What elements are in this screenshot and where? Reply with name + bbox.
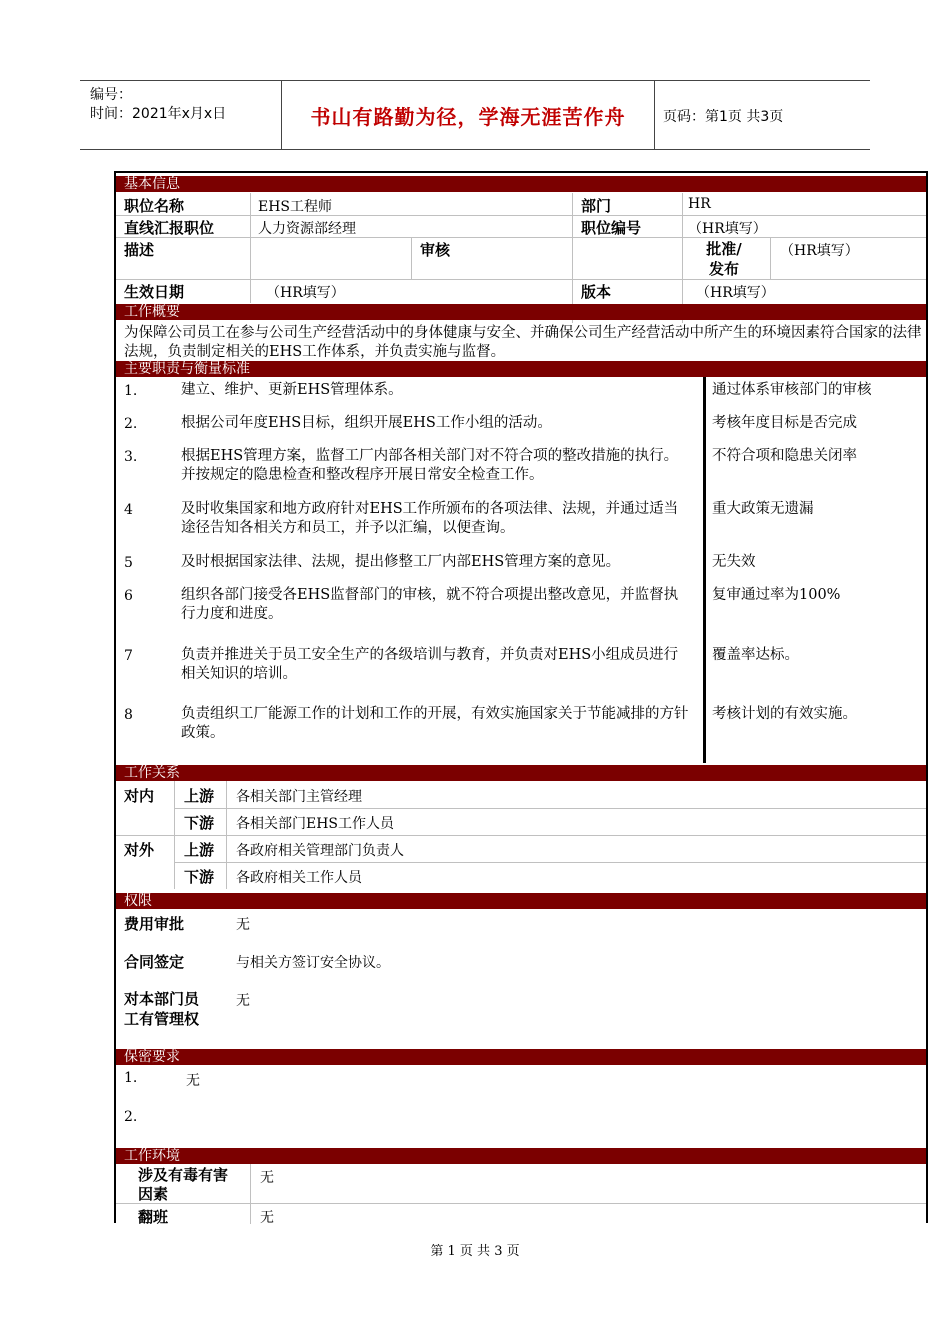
shift-label: 翻班 [138,1208,169,1226]
header-page-number: 页码：第1页 共3页 [663,109,784,125]
time-label: 时间：2021年x月x日 [90,106,227,122]
duty-text: 及时收集国家和地方政府针对EHS工作所颁布的各项法律、法规，并通过适当途径告知各相关方和员工，并予以汇编，以便查询。 [181,501,679,536]
department-label: 部门 [581,197,612,215]
staff-management-label-line: 对本部门员 [124,990,200,1008]
section-authority: 权限 [116,893,926,909]
grid-line [250,193,251,303]
report-to-label: 直线汇报职位 [124,219,215,237]
toxic-factors-label-line: 涉及有毒有害 [138,1166,229,1184]
grid-line [116,237,926,238]
grid-line [250,1164,251,1224]
duty-standard: 不符合项和隐患关闭率 [712,448,857,464]
effective-date-label: 生效日期 [124,283,185,301]
duty-text: 建立、维护、更新EHS管理体系。 [181,382,403,398]
duty-standard: 重大政策无遗漏 [712,501,814,517]
code-label: 编号： [90,87,132,103]
duty-number: 5 [124,555,133,571]
section-environment: 工作环境 [116,1148,926,1164]
duty-text: 负责组织工厂能源工作的计划和工作的开展，有效实施国家关于节能减排的方针政策。 [181,706,689,741]
expense-approval-value: 无 [236,917,250,933]
duty-standard: 无失效 [712,554,756,570]
approve-label [704,239,744,279]
duty-standard: 复审通过率为100% [712,587,841,603]
downstream-label: 下游 [184,868,215,886]
upstream-label: 上游 [184,841,215,859]
grid-line [116,835,926,836]
grid-line [174,808,926,809]
section-summary: 工作概要 [116,304,926,320]
toxic-factors-label-line: 因素 [138,1185,169,1203]
contract-label: 合同签定 [124,953,185,971]
job-description-form [114,171,928,1226]
description-label: 描述 [124,241,155,259]
job-number-label: 职位编号 [581,219,642,237]
duty-text: 组织各部门接受各EHS监督部门的审核，就不符合项提出整改意见，并监督执行力度和进度。 [181,587,679,622]
duty-number: 8 [124,707,133,723]
duty-number: 2. [124,416,138,432]
confidential-item-number: 2. [124,1109,138,1125]
section-basic-info: 基本信息 [116,176,926,192]
duty-text: 及时根据国家法律、法规，提出修整工厂内部EHS管理方案的意见。 [181,554,621,570]
confidential-item-text: 无 [186,1073,200,1089]
duty-standard: 通过体系审核部门的审核 [712,382,872,398]
external-label: 对外 [124,841,155,859]
grid-line [411,237,412,279]
duty-number: 4 [124,502,133,518]
job-title-value: EHS工程师 [258,199,333,215]
toxic-factors-value: 无 [260,1170,274,1186]
duty-standard: 覆盖率达标。 [712,647,799,663]
section-confidentiality: 保密要求 [116,1049,926,1065]
duty-text: 负责并推进关于员工安全生产的各级培训与教育，并负责对EHS小组成员进行相关知识的培训。 [181,647,679,682]
effective-date-value: （HR填写） [266,285,345,301]
header-left [90,86,226,124]
grid-line [770,237,771,279]
contract-value: 与相关方签订安全协议。 [236,955,390,971]
upstream-label: 上游 [184,787,215,805]
page-footer: 第 1 页 共 3 页 [430,1244,520,1259]
page-header [80,80,870,150]
duty-number: 6 [124,588,133,604]
staff-management-value: 无 [236,993,250,1009]
duty-number: 3. [124,449,138,465]
staff-management-label [124,989,199,1029]
header-divider [654,81,655,149]
external-upstream: 各政府相关管理部门负责人 [236,843,404,859]
internal-downstream: 各相关部门EHS工作人员 [236,816,395,832]
review-label: 审核 [420,241,451,259]
grid-line [116,1203,926,1204]
duty-number: 7 [124,648,133,664]
header-motto: 书山有路勤为径，学海无涯苦作舟 [310,105,626,129]
duty-standard: 考核年度目标是否完成 [712,415,857,431]
toxic-factors-label [138,1166,228,1204]
shift-value: 无 [260,1210,274,1226]
staff-management-label-line: 工有管理权 [124,1010,200,1028]
approve-value: （HR填写） [780,243,859,259]
downstream-label: 下游 [184,814,215,832]
job-number-value: （HR填写） [688,221,767,237]
duty-standard: 考核计划的有效实施。 [712,706,857,722]
section-relations: 工作关系 [116,765,926,781]
duty-text: 根据EHS管理方案，监督工厂内部各相关部门对不符合项的整改措施的执行。并按规定的隐患检查和整改程序开展日常安全检查工作。 [181,448,679,483]
external-downstream: 各政府相关工作人员 [236,870,362,886]
version-value: （HR填写） [696,285,775,301]
grid-line [174,862,926,863]
summary-text: 为保障公司员工在参与公司生产经营活动中的身体健康与安全、并确保公司生产经营活动中所产生的环境因素符合国家的法律法规，负责制定相关的EHS工作体系，并负责实施与监督。 [124,325,922,360]
approve-label-line: 发布 [708,260,739,278]
expense-approval-label: 费用审批 [124,915,185,933]
section-duties: 主要职责与衡量标准 [116,361,926,377]
department-value: HR [688,196,711,212]
duty-text: 根据公司年度EHS目标，组织开展EHS工作小组的活动。 [181,415,552,431]
job-title-label: 职位名称 [124,197,185,215]
approve-label-line: 批准/ [706,240,742,258]
duties-divider [703,377,706,763]
internal-label: 对内 [124,787,155,805]
confidential-item-number: 1. [124,1070,138,1086]
grid-line [116,215,926,216]
version-label: 版本 [581,283,612,301]
report-to-value: 人力资源部经理 [258,221,356,237]
duty-number: 1. [124,383,138,399]
internal-upstream: 各相关部门主管经理 [236,789,362,805]
grid-line [116,279,926,280]
